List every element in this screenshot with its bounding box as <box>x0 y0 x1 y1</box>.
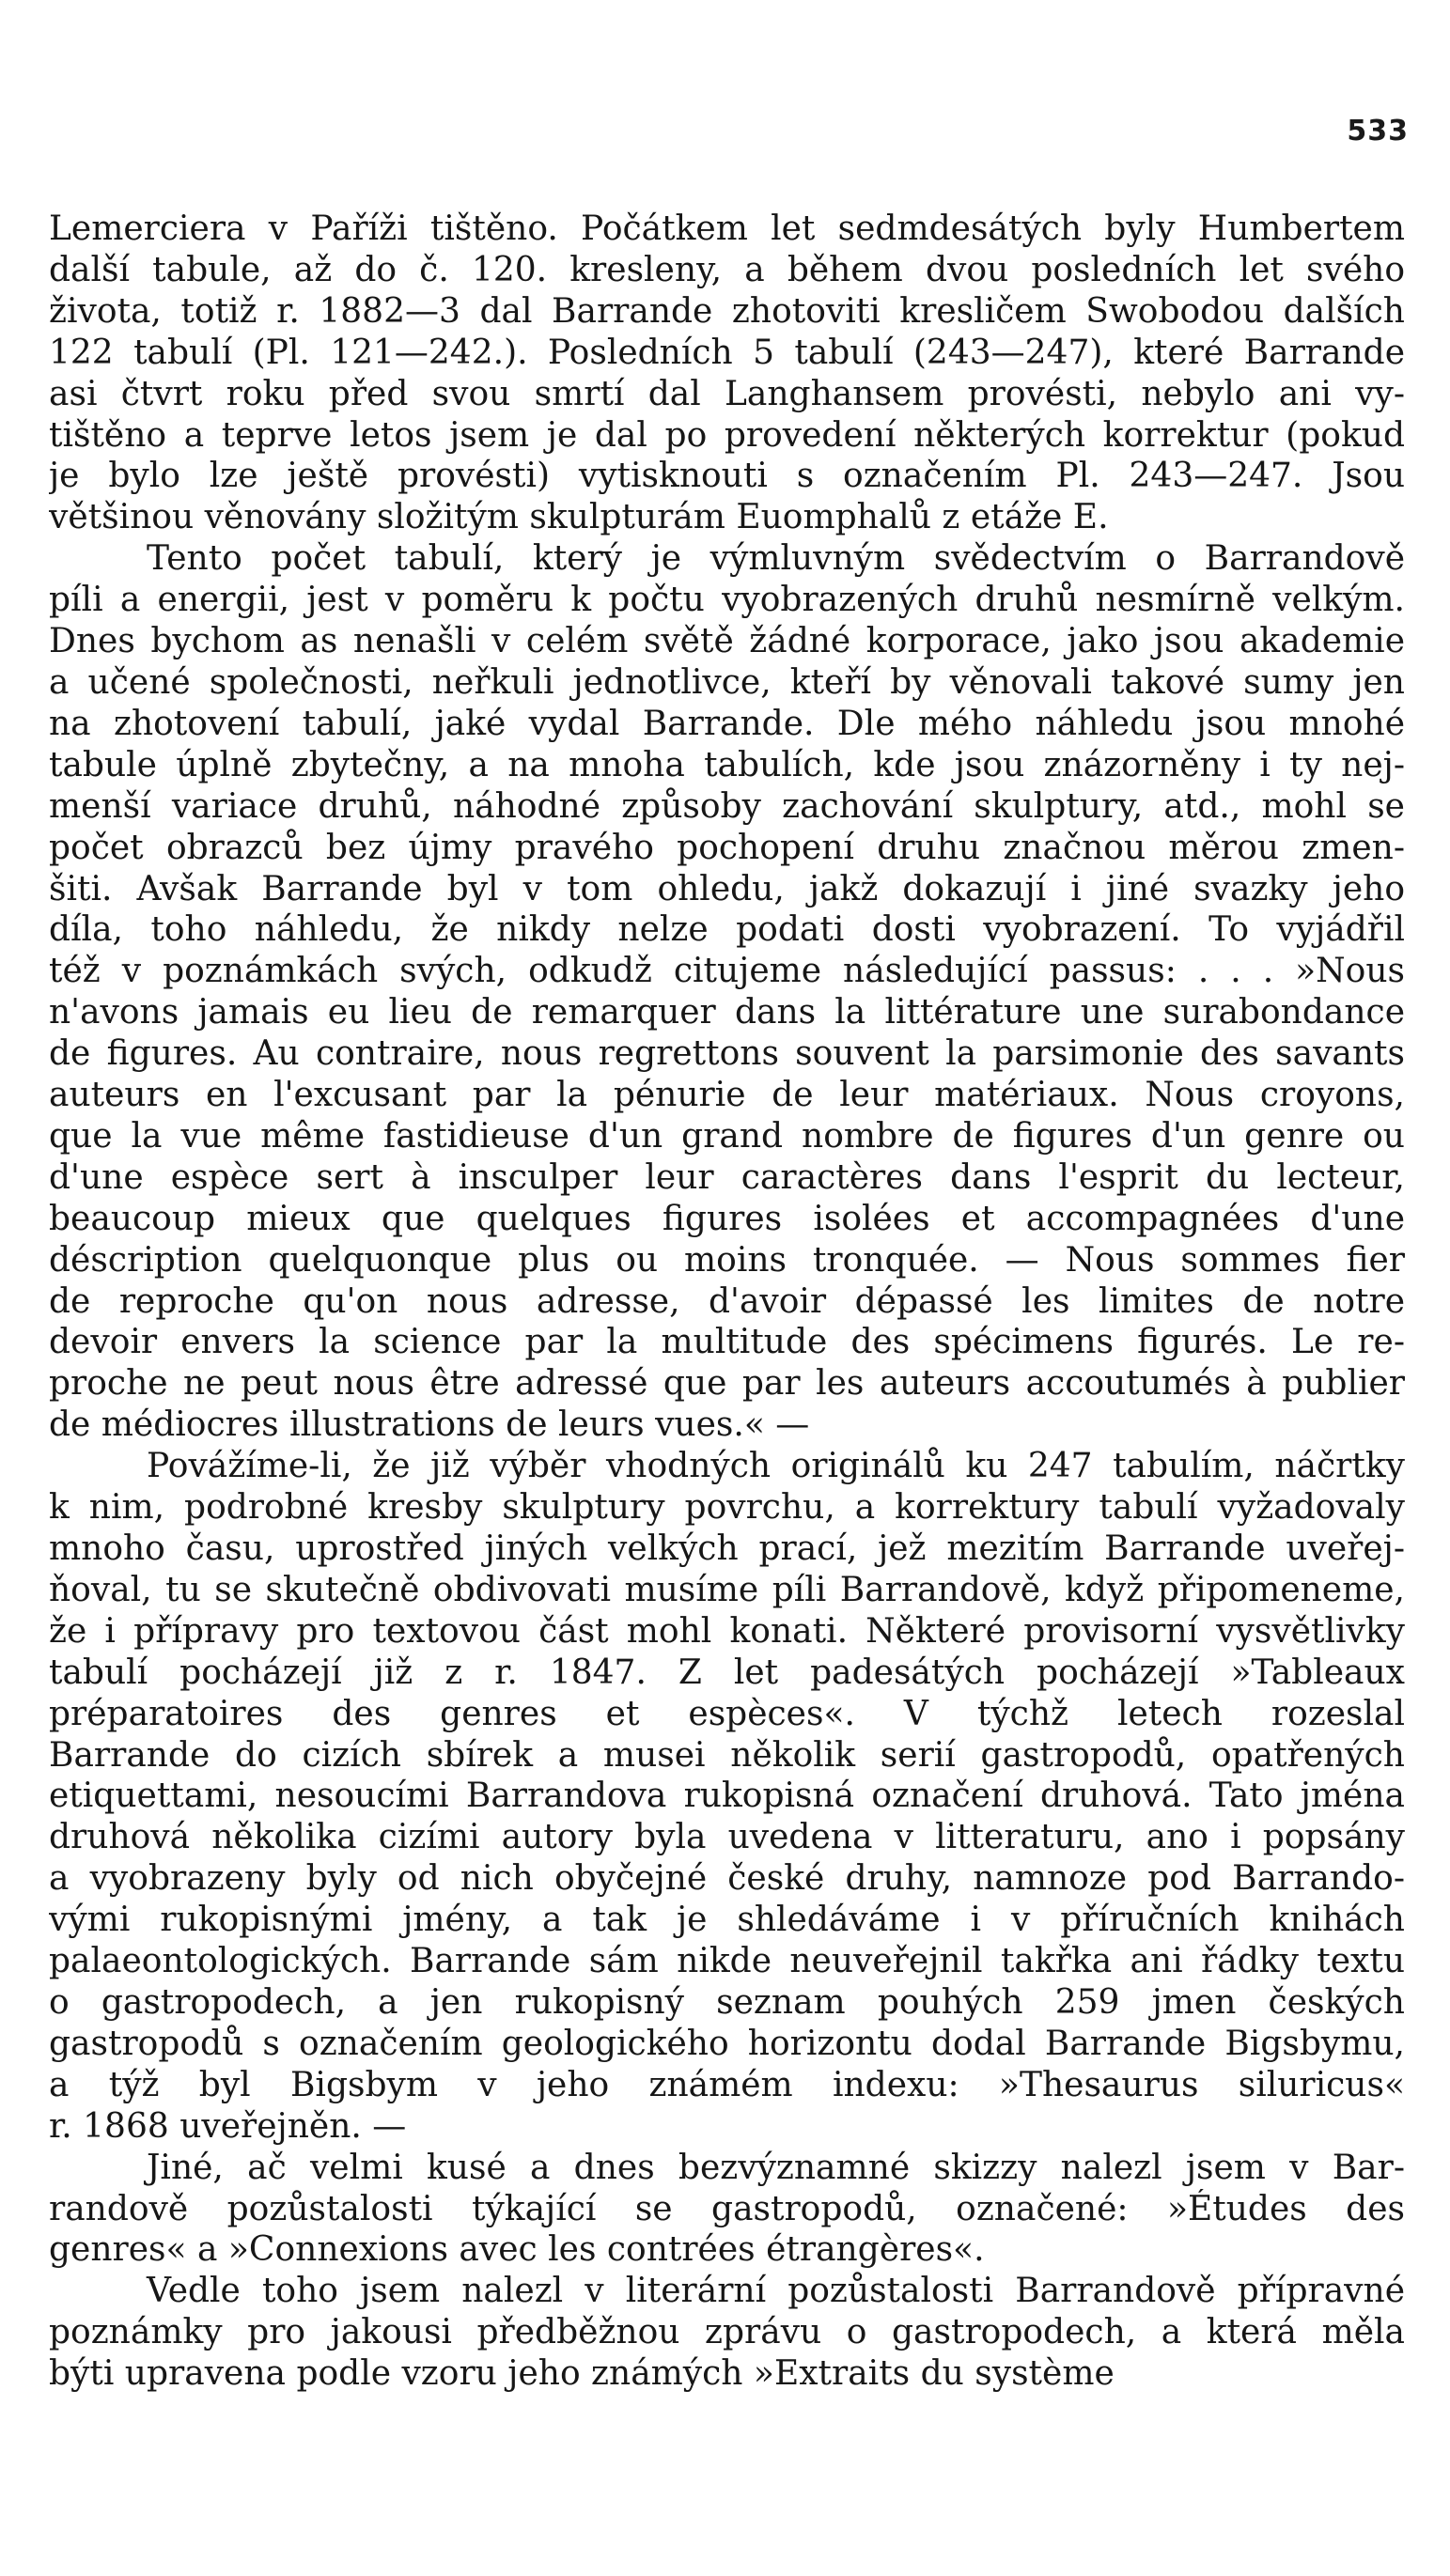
text-line: préparatoires des genres et espèces«. V týchž letech rozeslal <box>49 1694 1405 1733</box>
paragraph <box>49 2148 1405 2272</box>
text-line: palaeontologických. Barrande sám nikde neuveřejnil takřka ani řádky textu <box>49 1942 1405 1981</box>
text-line: ňoval, tu se skutečně obdivovati musíme píli Barrandově, když připomeneme, <box>49 1570 1405 1609</box>
text-line: na zhotovení tabulí, jaké vydal Barrande. Dle mého náhledu jsou mnohé <box>49 704 1405 743</box>
text-line: šiti. Avšak Barrande byl v tom ohledu, jakž dokazují i jiné svazky jeho <box>49 869 1405 908</box>
text-line: de médiocres illustrations de leurs vues.« — <box>49 1405 810 1445</box>
text-line: že i přípravy pro textovou část mohl konati. Některé provisorní vysvětlivky <box>49 1611 1405 1651</box>
text-line: beaucoup mieux que quelques figures isolées et accompagnées d'une <box>49 1199 1405 1238</box>
text-line: tabulí pocházejí již z r. 1847. Z let padesátých pocházejí »Tableaux <box>49 1653 1405 1692</box>
text-line: genres« a »Connexions avec les contrées étrangères«. <box>49 2230 985 2270</box>
text-line: o gastropodech, a jen rukopisný seznam pouhých 259 jmen českých <box>49 1982 1405 2022</box>
text-line: vými rukopisnými jmény, a tak je shledáváme i v příručních knihách <box>49 1901 1405 1940</box>
text-line: 122 tabulí (Pl. 121—242.). Posledních 5 tabulí (243—247), které Barrande <box>49 333 1405 372</box>
text-line: Barrande do cizích sbírek a musei několik serií gastropodů, opatřených <box>49 1735 1405 1775</box>
text-line: je bylo lze ještě provésti) vytisknouti s označením Pl. 243—247. Jsou <box>49 457 1405 496</box>
paragraph <box>49 2271 1405 2395</box>
text-line: a učené společnosti, neřkuli jednotlivce, kteří by věnovali takové sumy jen <box>49 662 1405 702</box>
paragraph <box>49 209 1405 538</box>
text-line: tabule úplně zbytečny, a na mnoha tabulích, kde jsou znázorněny i ty nej- <box>49 745 1405 784</box>
text-line: býti upravena podle vzoru jeho známých »Extraits du système <box>49 2354 1115 2394</box>
text-line: a týž byl Bigsbym v jeho známém indexu: »Thesaurus siluricus« <box>49 2065 1405 2104</box>
text-line: que la vue même fastidieuse d'un grand nombre de figures d'un genre ou <box>49 1116 1405 1156</box>
text-line: tištěno a teprve letos jsem je dal po provedení některých korrektur (pokud <box>49 415 1405 455</box>
body-text <box>49 209 1405 2395</box>
text-line: d'une espèce sert à insculper leur caractères dans l'esprit du lecteur, <box>49 1157 1405 1197</box>
text-line: de figures. Au contraire, nous regrettons souvent la parsimonie des savants <box>49 1034 1405 1074</box>
text-line: gastropodů s označením geologického horizontu dodal Barrande Bigsbymu, <box>49 2024 1405 2063</box>
text-line: proche ne peut nous être adressé que par les auteurs accoutumés à publier <box>49 1364 1405 1404</box>
paragraph <box>49 1446 1405 2147</box>
text-line: etiquettami, nesoucími Barrandova rukopisná označení druhová. Tato jména <box>49 1777 1405 1816</box>
text-line: devoir envers la science par la multitude des spécimens figurés. Le re- <box>49 1323 1405 1362</box>
text-line: díla, toho náhledu, že nikdy nelze podati dosti vyobrazení. To vyjádřil <box>49 910 1405 950</box>
text-line: též v poznámkách svých, odkudž citujeme následující passus: . . . »Nous <box>49 952 1405 991</box>
text-line: poznámky pro jakousi předběžnou zprávu o gastropodech, a která měla <box>49 2313 1405 2352</box>
text-line: života, totiž r. 1882—3 dal Barrande zhotoviti kresličem Swobodou dalších <box>49 291 1405 331</box>
text-line: Vedle toho jsem nalezl v literární pozůstalosti Barrandově přípravné <box>147 2272 1405 2311</box>
text-line: Dnes bychom as nenašli v celém světě žádné korporace, jako jsou akademie <box>49 622 1405 661</box>
paragraph <box>49 538 1405 1446</box>
text-line: déscription quelquonque plus ou moins tronquée. — Nous sommes fier <box>49 1240 1405 1280</box>
text-line: Jiné, ač velmi kusé a dnes bezvýznamné skizzy nalezl jsem v Bar- <box>147 2148 1405 2187</box>
text-line: Povážíme-li, že již výběr vhodných originálů ku 247 tabulím, náčrtky <box>147 1447 1405 1486</box>
text-line: Tento počet tabulí, který je výmluvným svědectvím o Barrandově <box>147 539 1405 579</box>
text-line: asi čtvrt roku před svou smrtí dal Langhansem provésti, nebylo ani vy- <box>49 374 1405 413</box>
text-line: většinou věnovány složitým skulpturám Euomphalů z etáže E. <box>49 498 1109 537</box>
page-number: 533 <box>1347 115 1409 147</box>
text-line: de reproche qu'on nous adresse, d'avoir dépassé les limites de notre <box>49 1281 1405 1321</box>
text-line: další tabule, až do č. 120. kresleny, a během dvou posledních let svého <box>49 250 1405 289</box>
text-line: mnoho času, uprostřed jiných velkých prací, jež mezitím Barrande uveřej- <box>49 1529 1405 1568</box>
text-line: randově pozůstalosti týkající se gastropodů, označené: »Études des <box>49 2189 1405 2228</box>
text-line: píli a energii, jest v poměru k počtu vyobrazených druhů nesmírně velkým. <box>49 581 1405 620</box>
text-line: počet obrazců bez újmy pravého pochopení druhu značnou měrou zmen- <box>49 828 1405 867</box>
text-line: a vyobrazeny byly od nich obyčejné české druhy, namnoze pod Barrando- <box>49 1859 1405 1899</box>
text-line: r. 1868 uveřejněn. — <box>49 2106 407 2146</box>
text-line: menší variace druhů, náhodné způsoby zachování skulptury, atd., mohl se <box>49 786 1405 826</box>
text-line: auteurs en l'excusant par la pénurie de leur matériaux. Nous croyons, <box>49 1076 1405 1115</box>
text-line: druhová několika cizími autory byla uvedena v litteraturu, ano i popsány <box>49 1818 1405 1857</box>
text-line: n'avons jamais eu lieu de remarquer dans la littérature une surabondance <box>49 993 1405 1032</box>
text-line: k nim, podrobné kresby skulptury povrchu, a korrektury tabulí vyžadovaly <box>49 1488 1405 1528</box>
text-line: Lemerciera v Paříži tištěno. Počátkem let sedmdesátých byly Humbertem <box>49 209 1405 248</box>
